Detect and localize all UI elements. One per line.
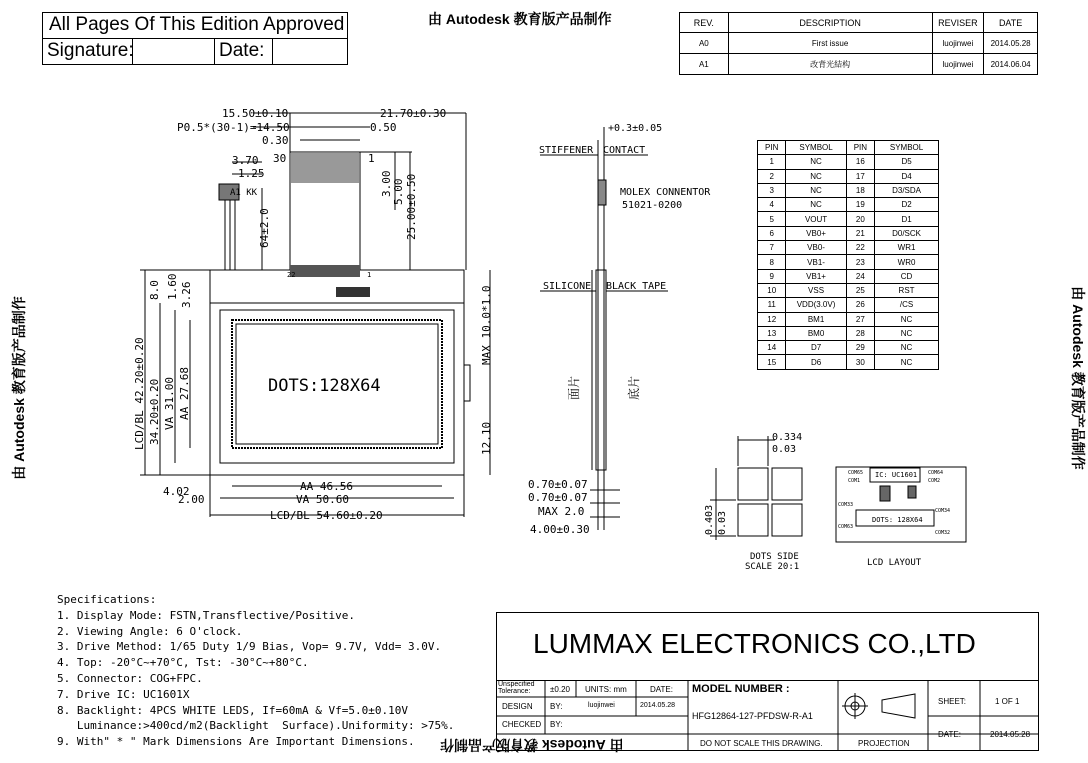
spec-item: 7. Drive IC: UC1601X xyxy=(57,687,190,701)
stiffener-label: STIFFENER xyxy=(539,145,594,156)
com32: COM32 xyxy=(935,530,951,536)
back-face-label: 底片 xyxy=(627,375,641,400)
symbol-header: SYMBOL xyxy=(786,141,846,155)
pin-cell: 2 xyxy=(758,169,786,183)
ic-label: IC: UC1601 xyxy=(875,471,918,479)
dim-15-50: 15.50±0.10 xyxy=(222,107,289,120)
symbol-cell: D0/SCK xyxy=(875,226,939,240)
dim-4-02: 4.02 xyxy=(163,485,190,498)
spec-item: 8. Backlight: 4PCS WHITE LEDS, If=60mA & Vf=5.0±0.10V xyxy=(57,703,408,717)
units-label: UNITS: mm xyxy=(585,685,627,694)
lcd-dots-label: DOTS: 128X64 xyxy=(872,516,923,524)
pin-header: PIN xyxy=(758,141,786,155)
dots-scale: SCALE 20:1 xyxy=(745,562,800,572)
symbol-cell: VB0- xyxy=(786,241,846,255)
pin-cell: 12 xyxy=(758,312,786,326)
designer-value: luojinwei xyxy=(588,702,615,709)
dim-4-00: 4.00±0.30 xyxy=(530,523,590,536)
dim-1-25: 1.25 xyxy=(238,167,265,180)
watermark-left: 由 Autodesk 教育版产品制作 xyxy=(10,296,27,480)
com64: COM64 xyxy=(928,470,944,476)
dim-0-334: 0.334 xyxy=(772,432,803,443)
date2-value: 2014.05.28 xyxy=(990,730,1031,739)
pin-cell: 23 xyxy=(846,255,874,269)
rev-header: REV. xyxy=(680,13,729,33)
spec-item: Luminance:>400cd/m2(Backlight Surface).Uniformity: >75%. xyxy=(57,719,455,733)
symbol-cell: D5 xyxy=(875,155,939,169)
dim-0-30: 0.30 xyxy=(262,134,289,147)
dim-0-70-b: 0.70±0.07 xyxy=(528,491,588,504)
spec-item: 2. Viewing Angle: 6 O'clock. xyxy=(57,624,243,638)
com65: COM65 xyxy=(848,470,864,476)
symbol-cell: NC xyxy=(875,341,939,355)
date-label: Date: xyxy=(219,40,265,61)
pin-cell: 29 xyxy=(846,341,874,355)
rev-cell: A0 xyxy=(680,33,729,54)
dim-8-0: 8.0 xyxy=(148,280,161,300)
pin-cell: 14 xyxy=(758,341,786,355)
watermark-right: 由 Autodesk 教育版产品制作 xyxy=(1069,286,1086,470)
dim-25-00: 25.00±0.50 xyxy=(405,173,418,240)
pin-cell: 30 xyxy=(846,355,874,369)
dim-3-70: 3.70 xyxy=(232,154,259,167)
pin-cell: 15 xyxy=(758,355,786,369)
symbol-cell: D2 xyxy=(875,198,939,212)
dots-side-caption: DOTS SIDE xyxy=(750,552,799,562)
spec-title: Specifications: xyxy=(57,593,157,606)
company-name: LUMMAX ELECTRONICS CO.,LTD xyxy=(533,628,976,659)
design-date-value: 2014.05.28 xyxy=(640,702,676,709)
projection-label: PROJECTION xyxy=(858,739,910,748)
front-face-label: 面片 xyxy=(567,375,581,400)
rev-cell: A1 xyxy=(680,54,729,75)
dim-34-20: 34.20±0.20 xyxy=(148,378,161,445)
dim-5-00: 5.00 xyxy=(392,178,405,205)
pin-1-bottom: 1 xyxy=(367,271,372,279)
pin-header: PIN xyxy=(846,141,874,155)
reviser-cell: luojinwei xyxy=(932,54,984,75)
pin-22: 22 xyxy=(287,271,296,279)
pin-1: 1 xyxy=(368,152,375,165)
symbol-cell: NC xyxy=(786,183,846,197)
sheet-label: SHEET: xyxy=(938,697,967,706)
desc-cell: 改背光結构 xyxy=(728,54,932,75)
pin-cell: 1 xyxy=(758,155,786,169)
pin-cell: 7 xyxy=(758,241,786,255)
dim-va-50: VA 50.60 xyxy=(296,493,349,506)
pin-cell: 18 xyxy=(846,183,874,197)
spec-item: 3. Drive Method: 1/65 Duty 1/9 Bias, Vop= 9.7V, Vdd= 3.0V. xyxy=(57,640,442,654)
symbol-cell: NC xyxy=(875,312,939,326)
symbol-cell: BM1 xyxy=(786,312,846,326)
pin-cell: 4 xyxy=(758,198,786,212)
pin-cell: 24 xyxy=(846,269,874,283)
date-cell: 2014.05.28 xyxy=(984,33,1038,54)
symbol-cell: D6 xyxy=(786,355,846,369)
symbol-cell: BM0 xyxy=(786,326,846,340)
spec-item: 1. Display Mode: FSTN,Transflective/Positive. xyxy=(57,608,356,622)
dim-0-03: 0.03 xyxy=(772,444,797,455)
dim-0-403: 0.403 xyxy=(704,504,715,535)
com33: COM33 xyxy=(838,502,854,508)
sheet-value: 1 OF 1 xyxy=(995,697,1020,706)
dim-aa-46: AA 46.56 xyxy=(300,480,353,493)
pin-cell: 11 xyxy=(758,298,786,312)
dim-1-60: 1.60 xyxy=(166,273,179,300)
symbol-cell: NC xyxy=(786,155,846,169)
design-by-label: BY: xyxy=(550,702,563,711)
dim-0-3: +0.3±0.05 xyxy=(608,123,663,134)
checked-label: CHECKED xyxy=(502,720,542,729)
symbol-cell: VSS xyxy=(786,283,846,297)
pin-cell: 16 xyxy=(846,155,874,169)
dots-label: DOTS:128X64 xyxy=(268,376,381,396)
pin-cell: 6 xyxy=(758,226,786,240)
silicone-label: SILICONE xyxy=(543,281,592,292)
symbol-cell: NC xyxy=(786,169,846,183)
com2: COM2 xyxy=(928,478,941,484)
molex-part: 51021-0200 xyxy=(622,200,683,211)
pin-cell: 8 xyxy=(758,255,786,269)
a-mark: A1 KK xyxy=(230,188,258,198)
symbol-cell: D4 xyxy=(875,169,939,183)
dim-max-2: MAX 2.0 xyxy=(538,505,585,518)
dim-lcd-54: LCD/BL 54.60±0.20 xyxy=(270,509,383,522)
date-header: DATE xyxy=(984,13,1038,33)
watermark-top: 由 Autodesk 教育版产品制作 xyxy=(428,11,612,27)
symbol-cell: VB1- xyxy=(786,255,846,269)
desc-cell: First issue xyxy=(728,33,932,54)
dim-3-26: 3.26 xyxy=(180,281,193,308)
date-header-label: DATE: xyxy=(650,685,673,694)
dim-0-70-a: 0.70±0.07 xyxy=(528,478,588,491)
molex-label: MOLEX CONNENTOR xyxy=(620,187,711,198)
design-label: DESIGN xyxy=(502,702,533,711)
pin-cell: 5 xyxy=(758,212,786,226)
dim-0-50: 0.50 xyxy=(370,121,397,134)
tolerance-value: ±0.20 xyxy=(550,685,570,694)
dim-2-00: 2.00 xyxy=(178,493,205,506)
pin-cell: 17 xyxy=(846,169,874,183)
spec-item: 5. Connector: COG+FPC. xyxy=(57,671,203,685)
model-number-value: HFG12864-127-PFDSW-R-A1 xyxy=(692,711,813,721)
pin-cell: 26 xyxy=(846,298,874,312)
reviser-cell: luojinwei xyxy=(932,33,984,54)
symbol-cell: D7 xyxy=(786,341,846,355)
spec-item: 4. Top: -20°C~+70°C, Tst: -30°C~+80°C. xyxy=(57,656,309,670)
no-scale-note: DO NOT SCALE THIS DRAWING. xyxy=(700,739,823,748)
symbol-cell: D3/SDA xyxy=(875,183,939,197)
pin-cell: 27 xyxy=(846,312,874,326)
dim-lcd-42: LCD/BL 42.20±0.20 xyxy=(133,337,146,450)
symbol-cell: VB0+ xyxy=(786,226,846,240)
dim-12-10: 12.10 xyxy=(480,421,493,455)
dim-64: 64±2.0 xyxy=(258,208,271,248)
black-tape-label: BLACK TAPE xyxy=(606,281,667,292)
symbol-cell: VOUT xyxy=(786,212,846,226)
symbol-cell: D1 xyxy=(875,212,939,226)
symbol-cell: RST xyxy=(875,283,939,297)
symbol-cell: /CS xyxy=(875,298,939,312)
date-cell: 2014.06.04 xyxy=(984,54,1038,75)
lcd-layout-caption: LCD LAYOUT xyxy=(867,558,922,568)
com1: COM1 xyxy=(848,478,861,484)
symbol-cell: VB1+ xyxy=(786,269,846,283)
symbol-cell: WR1 xyxy=(875,241,939,255)
symbol-cell: NC xyxy=(875,326,939,340)
spec-item: 9. With" * " Mark Dimensions Are Important Dimensions. xyxy=(57,735,415,749)
dim-0-03-b: 0.03 xyxy=(717,510,728,535)
pin-cell: 22 xyxy=(846,241,874,255)
approval-title: All Pages Of This Edition Approved xyxy=(49,14,345,35)
pin-cell: 9 xyxy=(758,269,786,283)
pin-cell: 20 xyxy=(846,212,874,226)
pin-cell: 25 xyxy=(846,283,874,297)
dim-3-00: 3.00 xyxy=(380,170,393,197)
pin-cell: 28 xyxy=(846,326,874,340)
reviser-header: REVISER xyxy=(932,13,984,33)
symbol-cell: WR0 xyxy=(875,255,939,269)
watermark-bottom: 由 Autodesk 教育版产品制作 xyxy=(440,737,624,753)
com63: COM63 xyxy=(838,524,854,530)
pin-30: 30 xyxy=(273,152,287,165)
pin-cell: 10 xyxy=(758,283,786,297)
symbol-cell: CD xyxy=(875,269,939,283)
pin-cell: 13 xyxy=(758,326,786,340)
symbol-cell: VDD(3.0V) xyxy=(786,298,846,312)
unspecified-label: Unspecified Tolerance: xyxy=(498,681,535,695)
model-number-label: MODEL NUMBER : xyxy=(692,683,790,695)
pin-cell: 19 xyxy=(846,198,874,212)
dim-21-70: 21.70±0.30 xyxy=(380,107,447,120)
contact-label: CONTACT xyxy=(603,145,646,156)
symbol-header: SYMBOL xyxy=(875,141,939,155)
desc-header: DESCRIPTION xyxy=(728,13,932,33)
checked-by-label: BY: xyxy=(550,720,563,729)
dim-aa-27: AA 27.68 xyxy=(178,367,191,420)
dim-max-10: MAX 10.0*1.0 xyxy=(480,285,493,365)
date2-label: DATE: xyxy=(938,730,961,739)
pin-cell: 21 xyxy=(846,226,874,240)
signature-label: Signature: xyxy=(47,40,134,61)
dim-va-31: VA 31.00 xyxy=(163,377,176,430)
com34: COM34 xyxy=(935,508,951,514)
pin-cell: 3 xyxy=(758,183,786,197)
symbol-cell: NC xyxy=(875,355,939,369)
symbol-cell: NC xyxy=(786,198,846,212)
dim-pitch: P0.5*(30-1)=14.50 xyxy=(177,121,290,134)
